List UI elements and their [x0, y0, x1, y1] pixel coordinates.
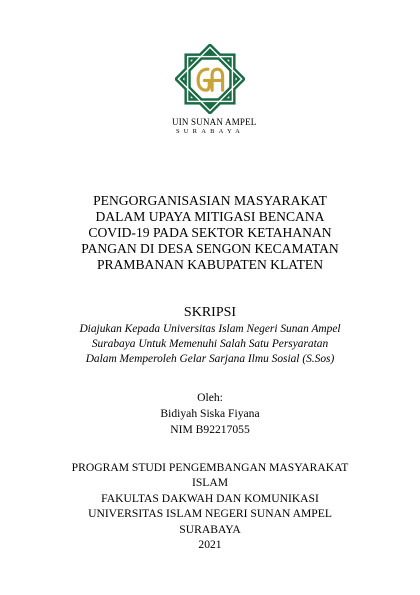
institution-line: SURABAYA: [179, 522, 241, 536]
university-logo: [172, 44, 257, 144]
institution-line: ISLAM: [191, 476, 229, 490]
institution-year: 2021: [198, 538, 222, 552]
institution-line: PROGRAM STUDI PENGEMBANGAN MASYARAKAT: [71, 461, 349, 474]
logo-city-name: SURABAYA: [175, 128, 245, 135]
title-line: DALAM UPAYA MITIGASI BENCANA: [95, 209, 325, 224]
author-nim: NIM B92217055: [170, 423, 250, 436]
document-type-heading: SKRIPSI: [183, 305, 237, 320]
author-name: Bidiyah Siska Fiyana: [160, 407, 260, 420]
thesis-purpose-statement: [20, 322, 400, 367]
author-by-label: Oleh:: [197, 391, 223, 404]
title-line: PENGORGANISASIAN MASYARAKAT: [93, 193, 327, 208]
thesis-title: [20, 193, 400, 273]
title-line: PANGAN DI DESA SENGON KECAMATAN: [81, 241, 339, 256]
logo-university-name: UIN SUNAN AMPEL: [172, 117, 257, 127]
title-line: PRAMBANAN KABUPATEN KLATEN: [96, 257, 324, 272]
uinsa-emblem-icon: [175, 44, 245, 114]
institution-line: FAKULTAS DAKWAH DAN KOMUNIKASI: [101, 491, 319, 505]
title-line: COVID-19 PADA SEKTOR KETAHANAN: [88, 225, 332, 240]
institution-block: [20, 460, 400, 552]
institution-line: UNIVERSITAS ISLAM NEGERI SUNAN AMPEL: [88, 507, 332, 521]
author-block: [20, 390, 400, 438]
purpose-line: Dalam Memperoleh Gelar Sarjana Ilmu Sosial (S.Sos): [85, 353, 335, 365]
purpose-line: Surabaya Untuk Memenuhi Salah Satu Persyaratan: [91, 338, 329, 350]
purpose-line: Diajukan Kepada Universitas Islam Negeri Sunan Ampel: [79, 323, 341, 335]
